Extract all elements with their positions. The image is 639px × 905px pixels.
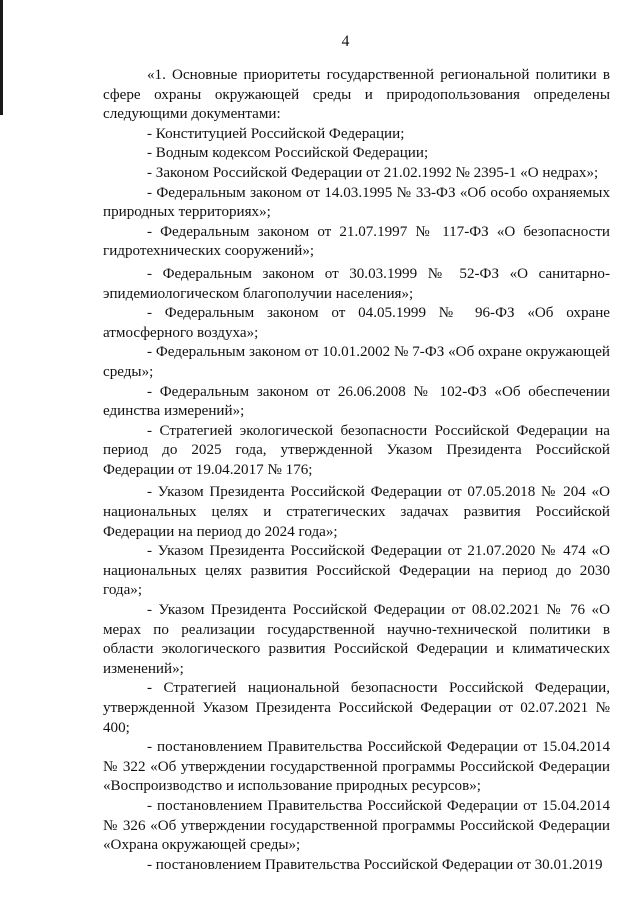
scan-edge-mark	[0, 0, 3, 115]
list-item-decree-474: - Указом Президента Российской Федерации от 21.07.2020 № 474 «О национальных целях развития Российской Федерации на период до 2030 года»;	[103, 543, 610, 599]
list-item-law-subsoil: - Законом Российской Федерации от 21.02.1992 № 2395-1 «О недрах»;	[147, 164, 599, 181]
list-item-law-protected-areas: - Федеральным законом от 14.03.1995 № 33-ФЗ «Об особо охраняемых природных территориях»;	[103, 184, 610, 221]
list-item-constitution: - Конституцией Российской Федерации;	[147, 125, 405, 142]
list-item-decree-204: - Указом Президента Российской Федерации от 07.05.2018 № 204 «О национальных целях и стратегических задачах развития Российской Федерации на период до 2024 года»;	[103, 484, 610, 540]
list-item-ecological-strategy: - Стратегией экологической безопасности Российской Федерации на период до 2025 года, утвержденной Указом Президента Российской Федерации от 19.04.2017 № 176;	[103, 422, 610, 478]
list-item-water-code: - Водным кодексом Российской Федерации;	[147, 145, 429, 162]
list-item-resolution-2019: - постановлением Правительства Российской Федерации от 30.01.2019	[147, 856, 603, 873]
list-item-law-sanitary: - Федеральным законом от 30.03.1999 № 52-ФЗ «О санитарно-эпидемиологическом благополучии населения»;	[103, 265, 610, 302]
document-body	[103, 66, 610, 875]
list-item-law-air: - Федеральным законом от 04.05.1999 № 96-ФЗ «Об охране атмосферного воздуха»;	[103, 305, 610, 341]
list-item-law-environment: - Федеральным законом от 10.01.2002 № 7-ФЗ «Об охране окружающей среды»;	[103, 344, 610, 380]
list-item-resolution-322: - постановлением Правительства Российской Федерации от 15.04.2014 № 322 «Об утверждении государственной программы Российской Федерации «Воспроизводство и использование природных ресурсов»;	[103, 739, 610, 795]
list-item-resolution-326: - постановлением Правительства Российской Федерации от 15.04.2014 № 326 «Об утверждении государственной программы Российской Федерации «Охрана окружающей среды»;	[103, 797, 610, 854]
list-item-national-security-strategy: - Стратегией национальной безопасности Российской Федерации, утвержденной Указом Президента Российской Федерации от 02.07.2021 № 400;	[103, 680, 610, 736]
list-item-decree-76: - Указом Президента Российской Федерации от 08.02.2021 № 76 «О мерах по реализации государственной научно-технической политики в области экологического развития Российской Федерации и климатических изменений»;	[103, 602, 610, 677]
paragraph-intro: «1. Основные приоритеты государственной региональной политики в сфере охраны окружающей среды и природопользования определены следующими документами:	[103, 67, 610, 123]
list-item-law-hydraulic-structures: - Федеральным законом от 21.07.1997 № 117-ФЗ «О безопасности гидротехнических сооружений»;	[103, 223, 610, 260]
page-number: 4	[341, 33, 350, 50]
list-item-law-measurements: - Федеральным законом от 26.06.2008 № 102-ФЗ «Об обеспечении единства измерений»;	[103, 383, 610, 420]
